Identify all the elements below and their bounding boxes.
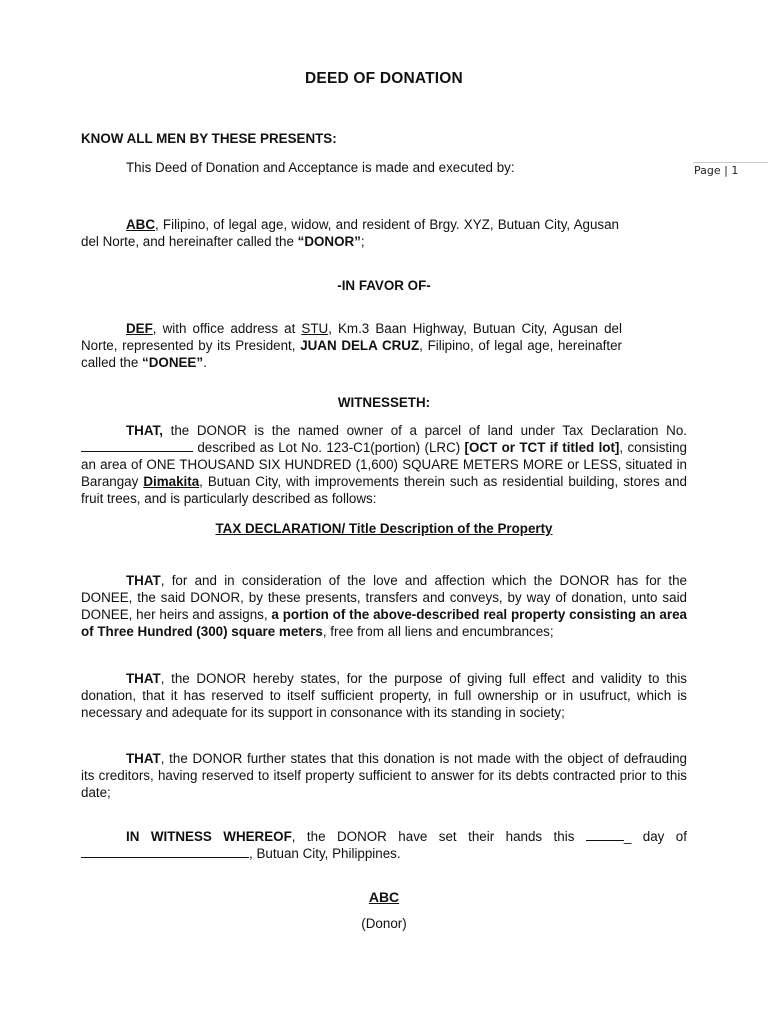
donor-text: , Filipino, of legal age, widow, and resident of Brgy. XYZ, Butuan City, Agusan del Norte, and hereinafter called the — [81, 217, 619, 249]
p2-bold: a portion of the above-described real property consisting an area of Three Hundred (300) square meters — [81, 607, 687, 639]
page-header-rule — [693, 162, 768, 163]
paragraph-3 — [81, 670, 687, 721]
p2-text-2: , free from all liens and encumbrances; — [322, 624, 554, 639]
p2-text-1: , for and in consideration of the love and affection which the DONOR has for the DONEE, the said DONOR, by these presents, transfers and conveys, by way of donation, unto said DONEE, her heirs and assigns, — [81, 573, 687, 622]
p5-lead: IN WITNESS WHEREOF — [126, 829, 292, 844]
p3-that: THAT — [126, 671, 161, 686]
tax-declaration-heading: TAX DECLARATION/ Title Description of the Property — [215, 521, 553, 536]
document-title: DEED OF DONATION — [305, 70, 463, 87]
donor-end: ; — [360, 234, 365, 249]
donee-text-3: , Filipino, of legal age, hereinafter called the — [81, 338, 622, 370]
donee-designation: “DONEE” — [142, 355, 204, 370]
month-blank — [81, 845, 249, 858]
p2-that: THAT — [126, 573, 161, 588]
p5-text-3: , Butuan City, Philippines. — [249, 846, 401, 861]
donor-name: ABC — [126, 217, 156, 232]
p1-that: THAT, — [126, 423, 163, 438]
p4-that: THAT — [126, 751, 161, 766]
signatory-name: ABC — [368, 889, 400, 905]
donee-text-2: , Km.3 Baan Highway, Butuan City, Agusan del Norte, represented by its President, — [81, 321, 622, 353]
p1-text-1: the DONOR is the named owner of a parcel of land under Tax Declaration No. — [162, 423, 687, 438]
p1-text-2: described as Lot No. 123-C1(portion) (LRC) — [193, 440, 465, 455]
p4-text: , the DONOR further states that this donation is not made with the object of defrauding its creditors, having reserved to itself property sufficient to answer for its debts contracted prior to this date; — [81, 751, 687, 800]
paragraph-2 — [81, 572, 687, 640]
paragraph-1 — [81, 422, 687, 507]
donee-office: STU — [301, 321, 329, 336]
signatory-role: (Donor) — [361, 916, 407, 931]
p5-text-2: _ day of — [623, 829, 687, 844]
p1-barangay: Dimakita — [143, 474, 200, 489]
p1-text-3: , consisting an area of ONE THOUSAND SIX HUNDRED (1,600) SQUARE METERS MORE or LESS, situated in Barangay — [81, 440, 687, 489]
donor-paragraph — [81, 216, 619, 250]
know-all-heading: KNOW ALL MEN BY THESE PRESENTS: — [81, 131, 337, 146]
donee-paragraph — [81, 320, 622, 371]
donee-name: DEF — [126, 321, 153, 336]
tax-declaration-blank — [81, 439, 193, 452]
paragraph-4 — [81, 750, 687, 801]
page-number — [694, 164, 738, 177]
page-separator: | — [724, 164, 728, 177]
p5-text-1: , the DONOR have set their hands this — [291, 829, 586, 844]
donee-text-1: , with office address at — [152, 321, 302, 336]
page-number-value: 1 — [731, 164, 739, 177]
p3-text: , the DONOR hereby states, for the purpose of giving full effect and validity to this donation, that it has reserved to itself sufficient property, in full ownership or in usufruct, which is necessary and adequate for its support in consonance with its standing in society; — [81, 671, 687, 720]
witnesseth-heading: WITNESSETH: — [337, 395, 431, 410]
page-label: Page — [694, 164, 721, 177]
donee-president: JUAN DELA CRUZ — [300, 338, 420, 353]
donor-designation: “DONOR” — [297, 234, 361, 249]
intro-paragraph: This Deed of Donation and Acceptance is made and executed by: — [126, 160, 515, 175]
in-favor-heading: -IN FAVOR OF- — [337, 278, 431, 293]
p1-bracket: [OCT or TCT if titled lot] — [464, 440, 620, 455]
p1-text-4: , Butuan City, with improvements therein such as residential building, stores and fruit trees, and is particularly described as follows: — [81, 474, 688, 506]
donee-end: . — [203, 355, 207, 370]
day-blank — [586, 828, 624, 841]
paragraph-5 — [81, 828, 687, 862]
